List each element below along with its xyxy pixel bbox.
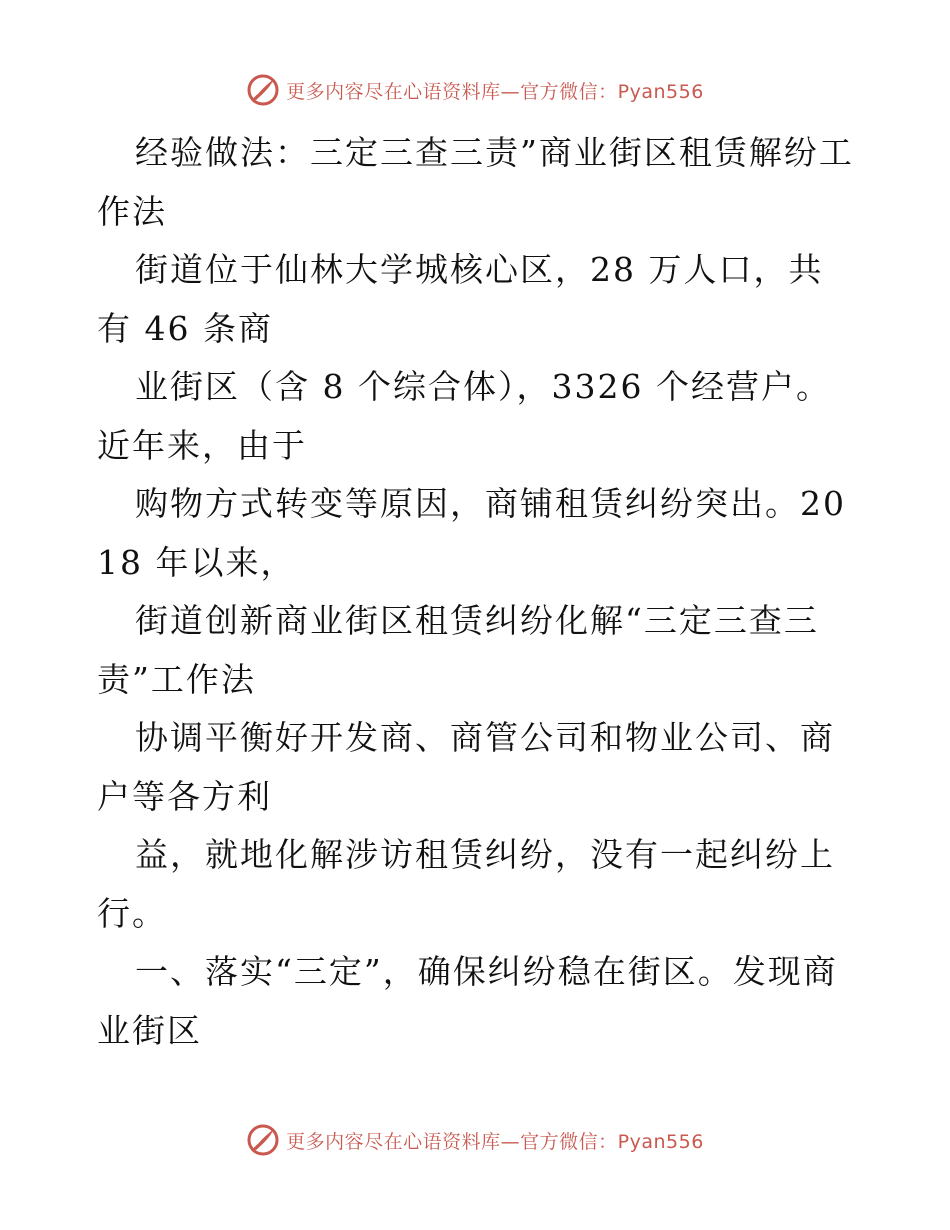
paragraph: 业街区（含 8 个综合体），3326 个经营户。近年来，由于: [97, 367, 831, 465]
paragraph: 街道创新商业街区租赁纠纷化解“三定三查三责”工作法: [97, 601, 819, 699]
paragraph: 街道位于仙林大学城核心区，28 万人口，共有 46 条商: [97, 250, 824, 348]
quill-ink-logo-icon: [246, 1123, 280, 1157]
quill-ink-logo-icon: [246, 73, 280, 107]
watermark-text: 更多内容尽在心语资料库—官方微信：Pyan556: [286, 80, 704, 103]
footer-watermark: [0, 1122, 950, 1158]
header-watermark: [0, 72, 950, 108]
paragraph: 一、落实“三定”，确保纠纷稳在街区。发现商业街区: [97, 952, 838, 1050]
watermark-text: 更多内容尽在心语资料库—官方微信：Pyan556: [286, 1130, 704, 1153]
paragraph-title: 经验做法：三定三查三责”商业街区租赁解纷工作法: [97, 133, 854, 231]
document-body: [97, 124, 857, 1060]
paragraph: 购物方式转变等原因，商铺租赁纠纷突出。2018 年以来，: [97, 484, 846, 582]
paragraph: 协调平衡好开发商、商管公司和物业公司、商户等各方利: [97, 718, 835, 816]
paragraph: 益，就地化解涉访租赁纠纷，没有一起纠纷上行。: [97, 835, 835, 933]
